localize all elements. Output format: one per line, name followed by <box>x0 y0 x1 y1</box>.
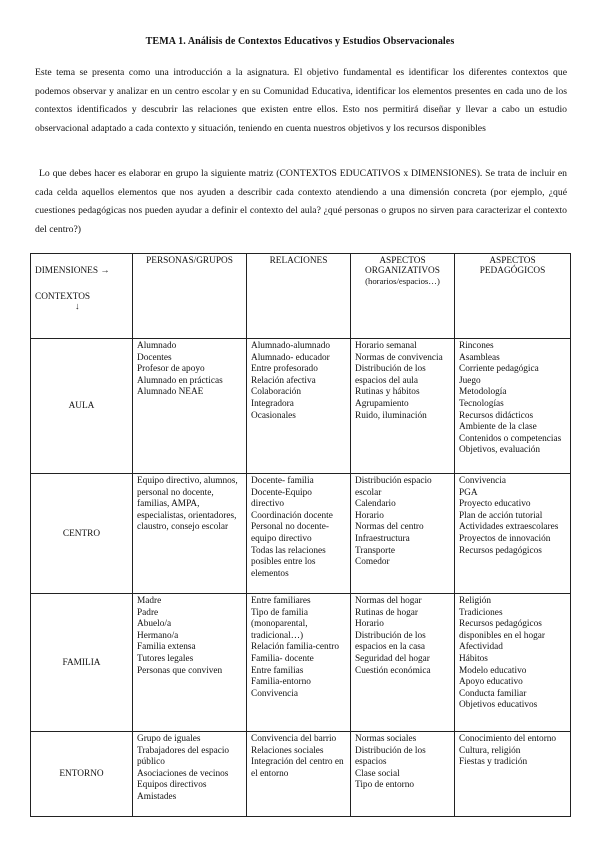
cell-relaciones <box>247 594 351 732</box>
cell-pedagogicos <box>455 732 571 817</box>
list-item: Fiestas y tradición <box>459 757 528 768</box>
list-item: Tipo de familia (monoparental, tradicional…) <box>251 607 308 641</box>
list-item: Familia-entorno <box>251 677 311 688</box>
list-item: Docente-Equipo directivo <box>251 487 312 510</box>
list-item: Normas sociales <box>355 734 417 744</box>
list-item: Hermano/a <box>137 630 179 641</box>
list-item: Equipo directivo, alumnos, personal no docente, familias, AMPA, especialistas, orientadores, claustro, consejo escolar <box>137 476 238 533</box>
cell-relaciones <box>247 339 351 474</box>
intro-paragraph: Este tema se presenta como una introducción a la asignatura. El objetivo fundamental es identificar los diferentes contextos que podemos observar y analizar en un centro escolar y en su Comunidad Educativa, identificar los elementos presentes en cada uno de los contextos identificados y descubrir las relaciones que existen entre ellos. Esto nos permitirá diseñar y llevar a cabo un estudio observacional adaptado a cada contexto y situación, teniendo en cuenta nuestros objetivos y los recursos disponibles <box>35 67 567 134</box>
list-item: Horario <box>355 510 384 521</box>
list-item: Infraestructura <box>355 533 410 544</box>
list-item: Cultura, religión <box>459 745 521 756</box>
matrix-body <box>31 339 571 817</box>
table-row <box>31 732 571 817</box>
list-item: Ambiente de la clase <box>459 422 537 433</box>
list-item: Todas las relaciones posibles entre los elementos <box>251 545 326 579</box>
cell-list <box>459 734 566 769</box>
list-item: Ruido, iluminación <box>355 410 427 421</box>
context-label: FAMILIA <box>31 594 133 732</box>
list-item: Cuestión económica <box>355 665 431 676</box>
list-item: Tradiciones <box>459 607 503 618</box>
list-item: Madre <box>137 596 162 606</box>
list-item: Docente- familia <box>251 476 314 486</box>
list-item: Clase social <box>355 768 400 779</box>
list-item: Personal no docente-equipo directivo <box>251 522 329 544</box>
list-item: Alumnado en prácticas <box>137 375 223 386</box>
cell-pedagogicos <box>455 339 571 474</box>
list-item: Horario semanal <box>355 341 417 351</box>
cell-list <box>251 476 346 580</box>
header-pedagogicos: ASPECTOS PEDAGÓGICOS <box>455 254 571 339</box>
list-item: Religión <box>459 596 492 606</box>
list-item: Metodología <box>459 387 507 398</box>
cell-relaciones <box>247 732 351 817</box>
list-item: Juego <box>459 375 481 386</box>
list-item: Colaboración <box>251 387 302 398</box>
cell-list <box>251 341 346 422</box>
list-item: Tipo de entorno <box>355 780 415 791</box>
list-item: Distribución de los espacios en la casa <box>355 630 426 653</box>
list-item: Objetivos, evaluación <box>459 445 541 456</box>
list-item: Horario <box>355 619 384 630</box>
list-item: Convivencia del barrio <box>251 734 337 744</box>
dimensions-label: DIMENSIONES → <box>35 266 110 276</box>
list-item: Normas del centro <box>355 522 424 533</box>
list-item: Hábitos <box>459 653 488 664</box>
cell-list <box>251 734 346 780</box>
list-item: Recursos didácticos <box>459 410 534 421</box>
list-item: Relación familia-centro <box>251 642 340 653</box>
list-item: Integradora <box>251 398 294 409</box>
list-item: Profesor de apoyo <box>137 364 205 375</box>
list-item: Rutinas y hábitos <box>355 387 420 398</box>
list-item: Corriente pedagógica <box>459 364 539 375</box>
cell-list <box>459 341 566 457</box>
list-item: Tecnologías <box>459 398 504 409</box>
cell-list <box>137 596 242 677</box>
list-item: Equipos directivos <box>137 780 207 791</box>
list-item: Seguridad del hogar <box>355 653 430 664</box>
cell-relaciones <box>247 474 351 594</box>
list-item: Convivencia <box>251 688 298 699</box>
context-label: CENTRO <box>31 474 133 594</box>
cell-organizativos <box>351 474 455 594</box>
list-item: Distribución espacio escolar <box>355 476 432 498</box>
list-item: Relación afectiva <box>251 375 316 386</box>
header-organizativos-title: ASPECTOS ORGANIZATIVOS <box>365 256 440 276</box>
list-item: Rincones <box>459 341 494 351</box>
cell-list <box>137 341 242 399</box>
list-item: Abuelo/a <box>137 619 172 630</box>
cell-organizativos <box>351 732 455 817</box>
list-item: Integración del centro en el entorno <box>251 757 344 779</box>
list-item: Agrupamiento <box>355 398 409 409</box>
context-label: AULA <box>31 339 133 474</box>
matrix-corner-cell <box>31 254 133 339</box>
context-label: ENTORNO <box>31 732 133 817</box>
header-organizativos <box>351 254 455 339</box>
cell-list <box>137 476 242 534</box>
list-item: Docentes <box>137 352 172 363</box>
list-item: Calendario <box>355 499 396 510</box>
cell-organizativos <box>351 339 455 474</box>
table-row <box>31 339 571 474</box>
list-item: Plan de acción tutorial <box>459 510 543 521</box>
down-arrow-icon: ↓ <box>75 302 80 312</box>
list-item: Familia- docente <box>251 653 314 664</box>
list-item: Apoyo educativo <box>459 677 523 688</box>
list-item: Proyectos de innovación <box>459 533 551 544</box>
list-item: Actividades extraescolares <box>459 522 559 533</box>
list-item: Transporte <box>355 545 395 556</box>
cell-personas <box>133 474 247 594</box>
list-item: Alumnado <box>137 341 177 351</box>
list-item: Recursos pedagógicos <box>459 545 542 556</box>
cell-personas <box>133 732 247 817</box>
list-item: Trabajadores del espacio público <box>137 745 230 768</box>
cell-list <box>355 341 450 422</box>
list-item: Normas de convivencia <box>355 352 443 363</box>
cell-list <box>251 596 346 700</box>
cell-organizativos <box>351 594 455 732</box>
list-item: Familia extensa <box>137 642 196 653</box>
list-item: Grupo de iguales <box>137 734 201 744</box>
matrix-header-row <box>31 254 571 339</box>
table-row <box>31 594 571 732</box>
list-item: Conducta familiar <box>459 688 527 699</box>
cell-pedagogicos <box>455 474 571 594</box>
list-item: Coordinación docente <box>251 510 333 521</box>
cell-list <box>459 596 566 712</box>
context-dimension-matrix <box>30 253 571 817</box>
cell-list <box>137 734 242 804</box>
list-item: Modelo educativo <box>459 665 527 676</box>
list-item: Padre <box>137 607 159 618</box>
list-item: Asociaciones de vecinos <box>137 768 229 779</box>
document-title: TEMA 1. Análisis de Contextos Educativos y Estudios Observacionales <box>145 36 455 47</box>
list-item: Rutinas de hogar <box>355 607 418 618</box>
contexts-label: CONTEXTOS <box>35 292 91 302</box>
list-item: Afectividad <box>459 642 503 653</box>
header-relaciones: RELACIONES <box>247 254 351 339</box>
cell-list <box>459 476 566 557</box>
list-item: Tutores legales <box>137 653 194 664</box>
list-item: Entre profesorado <box>251 364 318 375</box>
cell-list <box>355 734 450 792</box>
list-item: Convivencia <box>459 476 506 486</box>
list-item: Entre familias <box>251 665 304 676</box>
table-row <box>31 474 571 594</box>
list-item: Asambleas <box>459 352 500 363</box>
list-item: Amistades <box>137 791 177 802</box>
list-item: Distribución de los espacios <box>355 745 426 768</box>
list-item: Alumnado-alumnado <box>251 341 331 351</box>
list-item: Normas del hogar <box>355 596 422 606</box>
list-item: Alumnado- educador <box>251 352 330 363</box>
list-item: Ocasionales <box>251 410 296 421</box>
list-item: Objetivos educativos <box>459 700 538 711</box>
list-item: Conocimiento del entorno <box>459 734 557 744</box>
list-item: Contenidos o competencias <box>459 433 562 444</box>
header-organizativos-subtitle: (horarios/espacios…) <box>365 276 440 286</box>
list-item: Recursos pedagógicos disponibles en el hogar <box>459 619 545 641</box>
list-item: Personas que conviven <box>137 665 223 676</box>
list-item: Distribución de los espacios del aula <box>355 364 426 386</box>
cell-pedagogicos <box>455 594 571 732</box>
list-item: Entre familiares <box>251 596 311 606</box>
list-item: Relaciones sociales <box>251 745 324 756</box>
list-item: PGA <box>459 487 478 498</box>
list-item: Comedor <box>355 557 390 568</box>
header-personas: PERSONAS/GRUPOS <box>133 254 247 339</box>
instructions-paragraph: Lo que debes hacer es elaborar en grupo la siguiente matriz (CONTEXTOS EDUCATIVOS x DIMENSIONES). Se trata de incluir en cada celda aquellos elementos que nos ayuden a describir cada contexto atendiendo a una dimensión concreta (por ejemplo, ¿qué cuestiones pedagógicas nos pueden ayudar a definir el contexto del aula? ¿qué personas o grupos no sirven para caracterizar el contexto del centro?) <box>35 168 567 235</box>
list-item: Alumnado NEAE <box>137 387 204 398</box>
cell-list <box>355 476 450 569</box>
cell-personas <box>133 594 247 732</box>
list-item: Proyecto educativo <box>459 499 531 510</box>
cell-list <box>355 596 450 677</box>
cell-personas <box>133 339 247 474</box>
